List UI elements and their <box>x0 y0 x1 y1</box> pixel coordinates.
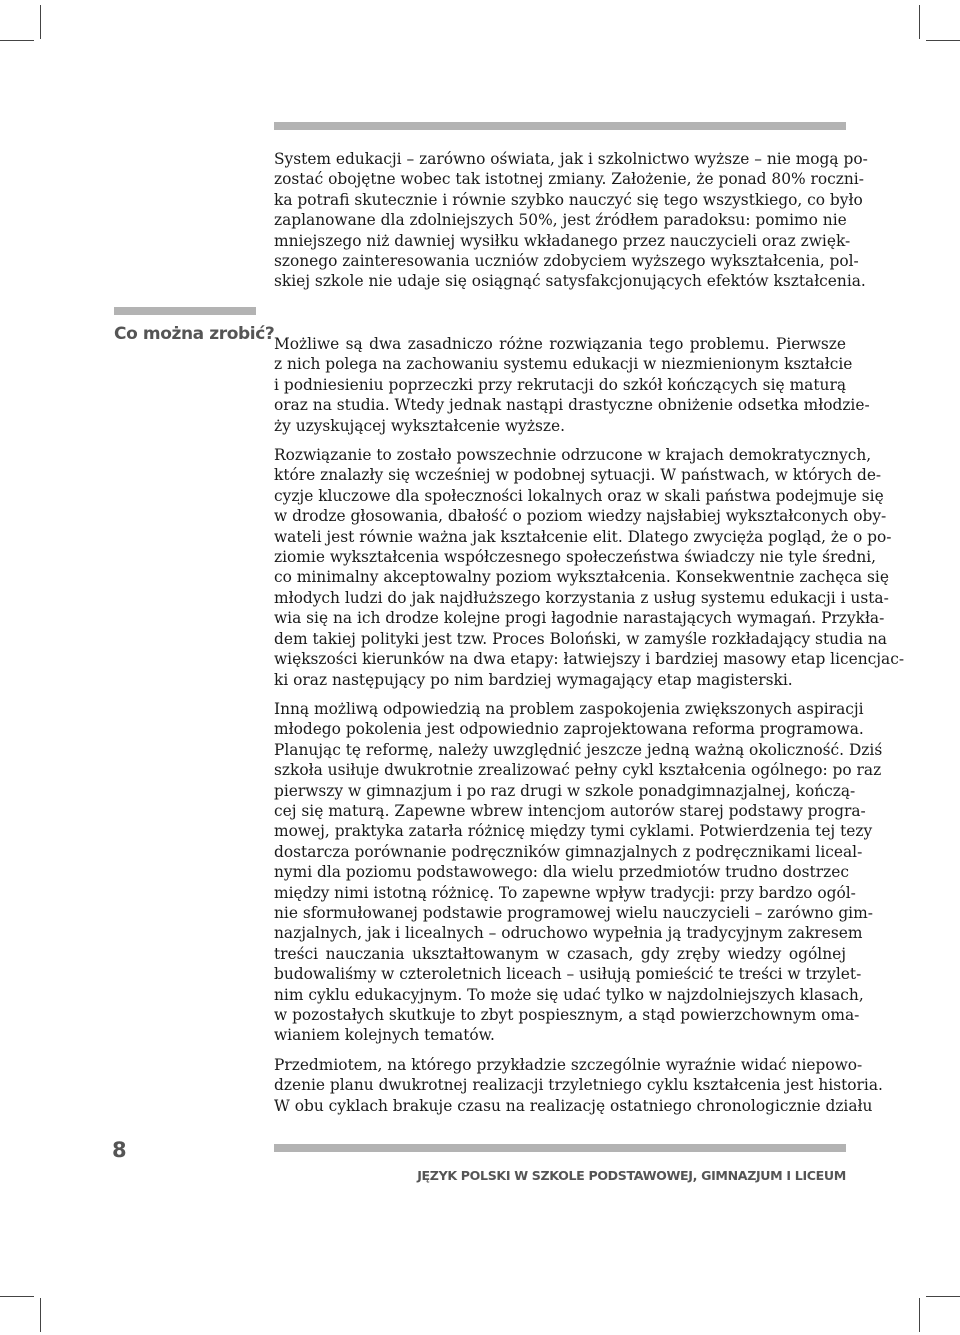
text-line: w pozostałych skutkuje to zbyt pospiesznym, a stąd powierzchownym oma- <box>274 1006 860 1024</box>
footer-title: JĘZYK POLSKI W SZKOLE PODSTAWOWEJ, GIMNAZJUM I LICEUM <box>417 1168 846 1183</box>
text-line: ki oraz następujący po nim bardziej wymagający etap magisterski. <box>274 670 793 689</box>
text-line: szkoła usiłuje dwukrotnie zrealizować pełny cykl kształcenia ogólnego: po raz <box>274 761 882 780</box>
text-line: W obu cyklach brakuje czasu na realizację ostatniego chronologicznie działu <box>274 1096 873 1115</box>
text-line: zaplanowane dla zdolniejszych 50%, jest źródłem paradoksu: pomimo nie <box>274 211 847 230</box>
text-line: mowej, praktyka zatarła różnicę między tymi cyklami. Potwierdzenia tej tezy <box>274 822 873 841</box>
text-line: System edukacji – zarówno oświata, jak i szkolnictwo wyższe – nie mogą po- <box>274 150 868 168</box>
paragraph-1 <box>274 334 870 436</box>
text-line: dostarcza porównanie podręczników gimnazjalnych z podręcznikami liceal- <box>274 842 863 861</box>
text-line: z nich polega na zachowaniu systemu edukacji w niezmienionym kształcie <box>274 355 853 374</box>
text-line: większości kierunków na dwa etapy: łatwiejszy i bardziej masowy etap licencjac- <box>274 650 905 669</box>
text-line: Możliwe są dwa zasadniczo różne rozwiązania tego problemu. Pierwsze <box>274 335 846 353</box>
text-line: pierwszy w gimnazjum i po raz drugi w szkole ponadgimnazjalnej, kończą- <box>274 781 856 800</box>
crop-mark-bottom-right-h <box>926 1296 960 1297</box>
page-number: 8 <box>112 1138 127 1162</box>
text-line: co minimalny akceptowalny poziom wykształcenia. Konsekwentnie zachęca się <box>274 568 889 587</box>
main-text <box>274 334 905 1116</box>
crop-mark-top-right <box>919 5 920 39</box>
text-line: wianiem kolejnych tematów. <box>274 1026 495 1045</box>
text-line: cyzje kluczowe dla społeczności lokalnych oraz w skali państwa podejmuje się <box>274 486 884 505</box>
paragraph-3 <box>274 699 883 1046</box>
text-line: ziomie wykształcenia współczesnego społeczeństwa świadczy nie tyle średni, <box>274 548 877 567</box>
text-line: które znalazły się wcześniej w podobnej sytuacji. W państwach, w których de- <box>274 466 882 485</box>
crop-mark-bottom-right <box>919 1298 920 1332</box>
text-line: nymi dla poziomu podstawowego: dla wielu przedmiotów trudno dostrzec <box>274 863 849 882</box>
intro-paragraph <box>274 149 868 292</box>
text-line: zostać obojętne wobec tak istotnej zmiany. Założenie, że ponad 80% roczni- <box>274 170 864 189</box>
text-line: treści nauczania ukształtowanym w czasach, gdy zręby wiedzy ogólnej <box>274 944 846 963</box>
text-line: dzenie planu dwukrotnej realizacji trzyletniego cyklu kształcenia jest historia. <box>274 1076 883 1095</box>
text-line: wia się na ich drodze kolejne progi łagodnie narastających wymagań. Przykła- <box>274 609 885 628</box>
text-line: i podniesieniu poprzeczki przy rekrutacji do szkół kończących się maturą <box>274 375 846 394</box>
text-line: oraz na studia. Wtedy jednak nastąpi drastyczne obniżenie odsetka młodzie- <box>274 396 870 415</box>
paragraph-2 <box>274 445 905 690</box>
top-rule <box>274 122 846 130</box>
text-line: cej się maturą. Zapewne wbrew intencjom autorów starej podstawy progra- <box>274 801 866 820</box>
intro-lines <box>274 149 868 292</box>
text-line: młodych ludzi do jak najdłuższego korzystania z usług systemu edukacji i usta- <box>274 588 889 607</box>
text-line: nie sformułowanej podstawie programowej wielu nauczycieli – zarówno gim- <box>274 903 873 922</box>
text-line: w drodze głosowania, dbałość o poziom wiedzy najsłabiej wykształconych oby- <box>274 507 887 526</box>
text-line: szonego zainteresowania uczniów zdobyciem wyższego wykształcenia, pol- <box>274 252 859 271</box>
text-line: skiej szkole nie udaje się osiągnąć satysfakcjonujących efektów kształcenia. <box>274 272 866 291</box>
text-line: Planując tę reformę, należy uwzględnić jeszcze jedną ważną okoliczność. Dziś <box>274 740 883 759</box>
text-line: Rozwiązanie to zostało powszechnie odrzucone w krajach demokratycznych, <box>274 446 872 465</box>
text-line: Przedmiotem, na którego przykładzie szczególnie wyraźnie widać niepowo- <box>274 1055 863 1074</box>
text-line: Inną możliwą odpowiedzią na problem zaspokojenia zwiększonych aspiracji <box>274 699 864 718</box>
side-heading-rule <box>114 307 256 315</box>
crop-mark-bottom-left-h <box>0 1296 34 1297</box>
text-line: dem takiej polityki jest tzw. Proces Boloński, w zamyśle rozkładający studia na <box>274 629 887 648</box>
paragraph-4 <box>274 1055 883 1116</box>
text-line: ży uzyskującej wykształcenie wyższe. <box>274 416 565 435</box>
text-line: mniejszego niż dawniej wysiłku wkładanego przez nauczycieli oraz zwięk- <box>274 231 851 250</box>
bottom-rule <box>274 1144 846 1152</box>
crop-mark-bottom-left <box>40 1298 41 1332</box>
text-line: między nimi istotną różnicę. To zapewne wpływ tradycji: przy bardzo ogól- <box>274 883 856 902</box>
text-line: nazjalnych, jak i licealnych – odruchowo wypełnia ją tradycyjnym zakresem <box>274 924 863 943</box>
text-line: młodego pokolenia jest odpowiednio zaprojektowana reforma programowa. <box>274 720 864 739</box>
side-heading: Co można zrobić? <box>114 324 275 344</box>
crop-mark-top-right-h <box>926 40 960 41</box>
crop-mark-top-left <box>40 5 41 39</box>
text-line: nim cyklu edukacyjnym. To może się udać tylko w najzdolniejszych klasach, <box>274 985 864 1004</box>
text-line: budowaliśmy w czteroletnich liceach – usiłują pomieścić te treści w trzylet- <box>274 965 862 984</box>
text-line: wateli jest równie ważna jak kształcenie elit. Dlatego zwycięża pogląd, że o po- <box>274 527 892 546</box>
text-line: ka potrafi skutecznie i równie szybko nauczyć się tego wszystkiego, co było <box>274 190 863 209</box>
crop-mark-top-left-h <box>0 40 34 41</box>
